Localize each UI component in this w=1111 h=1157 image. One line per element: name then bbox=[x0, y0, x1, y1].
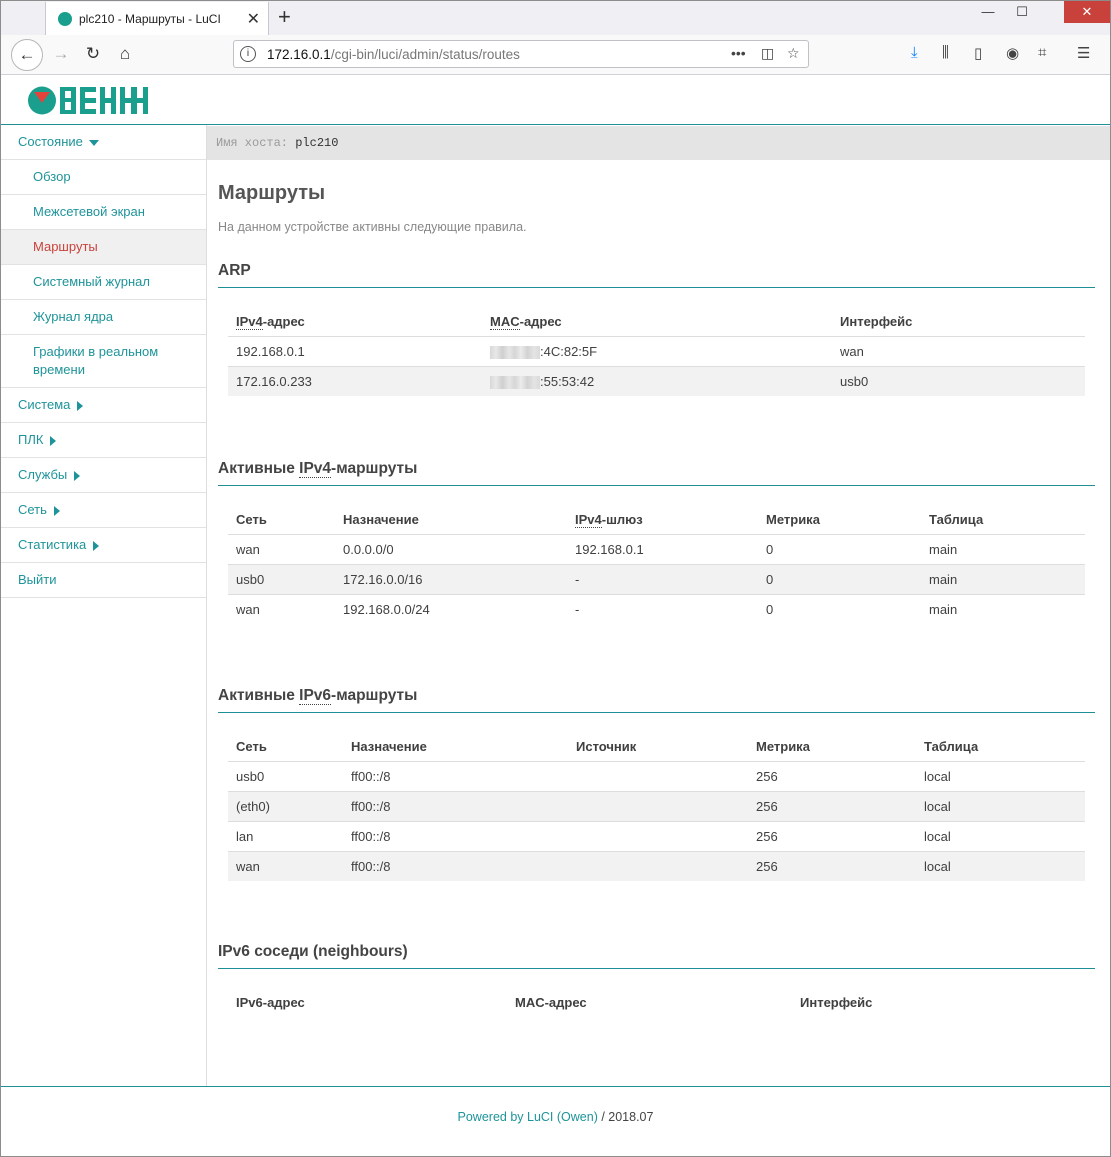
table-cell: 0.0.0.0/0 bbox=[335, 535, 567, 565]
close-icon[interactable]: ✕ bbox=[246, 11, 260, 28]
sidebar-item-plc[interactable] bbox=[1, 423, 206, 458]
url-path: /cgi-bin/luci/admin/status/routes bbox=[330, 47, 520, 62]
title-part: -маршруты bbox=[331, 460, 418, 477]
favicon-icon bbox=[58, 12, 72, 26]
page-title: Маршруты bbox=[218, 182, 326, 204]
pocket-icon[interactable]: ◫ bbox=[761, 45, 775, 61]
table-cell bbox=[568, 822, 748, 852]
footer-version: / 2018.07 bbox=[597, 1110, 654, 1124]
hostname-label-text: Имя хоста: bbox=[216, 136, 289, 150]
back-button[interactable]: ← bbox=[11, 39, 43, 71]
luci-link[interactable]: Powered by LuCI (Owen) bbox=[457, 1110, 598, 1124]
column-header: MAC-адрес bbox=[482, 306, 832, 337]
table-cell: ff00::/8 bbox=[343, 822, 568, 852]
url-host: 172.16.0.1 bbox=[267, 47, 331, 62]
tab-title: plc210 - Маршруты - LuCI bbox=[79, 12, 221, 26]
sidebar-icon[interactable]: ▯ bbox=[974, 45, 983, 62]
arp-section-title: ARP bbox=[218, 262, 1095, 288]
table-cell: usb0 bbox=[228, 565, 335, 595]
sidebar-item-label: Состояние bbox=[18, 134, 83, 149]
column-header: Интерфейс bbox=[832, 306, 1085, 337]
downloads-icon[interactable]: ⤓ bbox=[911, 44, 918, 61]
bookmark-star-icon[interactable]: ☆ bbox=[787, 45, 800, 61]
table-cell: - bbox=[575, 602, 580, 617]
table-cell: 192.168.0.1 bbox=[567, 535, 758, 565]
sidebar-item-services[interactable] bbox=[1, 458, 206, 493]
sidebar-item-statistics[interactable] bbox=[1, 528, 206, 563]
table-header-row bbox=[228, 731, 1085, 762]
sidebar-item-realtime-graphs[interactable] bbox=[1, 335, 206, 388]
sidebar-item-routes[interactable] bbox=[1, 230, 206, 265]
oven-logo[interactable] bbox=[28, 86, 150, 115]
sidebar-item-label: ПЛК bbox=[18, 432, 44, 447]
table-cell: lan bbox=[228, 822, 343, 852]
table-cell: 192.168.0.1 bbox=[228, 337, 482, 367]
table-header-row bbox=[228, 306, 1085, 337]
sidebar-item-label: Система bbox=[18, 397, 71, 412]
column-header: Назначение bbox=[343, 731, 568, 762]
library-icon[interactable]: ⫼ bbox=[942, 44, 949, 61]
table-cell: 0 bbox=[758, 565, 921, 595]
table-header-row bbox=[228, 987, 1085, 1017]
table-cell: 0 bbox=[758, 535, 921, 565]
table-cell: (eth0) bbox=[228, 792, 343, 822]
sidebar-item-label: Службы bbox=[18, 467, 68, 482]
hostname-label bbox=[216, 136, 338, 150]
column-header: IPv6-адрес bbox=[236, 994, 305, 1010]
column-header: Интерфейс bbox=[800, 994, 873, 1010]
page-actions-icon[interactable]: ••• bbox=[731, 45, 746, 61]
caret-right-icon bbox=[77, 401, 83, 411]
table-cell: 256 bbox=[748, 792, 916, 822]
table-cell: 172.16.0.233 bbox=[228, 367, 482, 397]
sidebar-item-label: Графики в реальном времени bbox=[33, 344, 159, 377]
table-header-row bbox=[228, 504, 1085, 535]
browser-tab[interactable] bbox=[45, 2, 269, 35]
minimize-icon[interactable]: — bbox=[981, 4, 995, 19]
caret-right-icon bbox=[93, 541, 99, 551]
sidebar-item-network[interactable] bbox=[1, 493, 206, 528]
forward-button[interactable]: → bbox=[52, 44, 70, 63]
table-cell bbox=[482, 337, 832, 367]
ipv6-routes-section-title bbox=[218, 687, 1095, 713]
table-cell: main bbox=[921, 535, 1085, 565]
mac-suffix: :55:53:42 bbox=[540, 373, 595, 389]
mac-suffix: :4C:82:5F bbox=[540, 343, 598, 359]
home-button[interactable]: ⌂ bbox=[119, 44, 131, 63]
window-close-icon[interactable]: ✕ bbox=[1064, 1, 1110, 23]
column-header: Сеть bbox=[228, 731, 343, 762]
sidebar-item-overview[interactable] bbox=[1, 160, 206, 195]
sidebar-item-label: Маршруты bbox=[33, 239, 98, 254]
page-footer bbox=[1, 1086, 1110, 1157]
ipv6-neighbours-table bbox=[228, 987, 1085, 1017]
sidebar-item-kernel-log[interactable] bbox=[1, 300, 206, 335]
table-cell: local bbox=[916, 822, 1085, 852]
table-row bbox=[228, 852, 1085, 882]
caret-down-icon bbox=[89, 140, 99, 146]
column-header: Сеть bbox=[228, 504, 335, 535]
column-header: Источник bbox=[568, 731, 748, 762]
reload-button[interactable]: ↻ bbox=[85, 44, 101, 63]
page-header bbox=[1, 75, 1110, 125]
caret-right-icon bbox=[50, 436, 56, 446]
title-abbr: IPv6 bbox=[299, 687, 332, 704]
table-cell: wan bbox=[228, 535, 335, 565]
redacted-mac bbox=[490, 376, 540, 389]
title-part: Активные bbox=[218, 460, 300, 477]
table-cell: local bbox=[916, 762, 1085, 792]
sidebar-item-syslog[interactable] bbox=[1, 265, 206, 300]
table-cell: 256 bbox=[748, 762, 916, 792]
site-info-icon[interactable]: i bbox=[240, 46, 256, 62]
sidebar-menu bbox=[1, 125, 207, 1087]
table-cell bbox=[568, 762, 748, 792]
column-header: IPv4-шлюз bbox=[567, 504, 758, 535]
sidebar-item-label: Межсетевой экран bbox=[33, 204, 145, 219]
table-cell: - bbox=[567, 565, 758, 595]
table-cell: wan bbox=[236, 602, 260, 617]
hostname-value: plc210 bbox=[295, 136, 339, 150]
table-cell: 256 bbox=[748, 852, 916, 882]
table-cell: main bbox=[921, 565, 1085, 595]
page-description: На данном устройстве активны следующие правила. bbox=[218, 220, 527, 234]
table-row bbox=[228, 565, 1085, 595]
table-cell bbox=[482, 367, 832, 397]
table-cell: ff00::/8 bbox=[343, 762, 568, 792]
ipv6-neighbours-section-title: IPv6 соседи (neighbours) bbox=[218, 943, 1095, 969]
table-cell: wan bbox=[832, 337, 1085, 367]
column-header: Таблица bbox=[921, 504, 1085, 535]
table-row bbox=[228, 792, 1085, 822]
column-header: MAC-адрес bbox=[515, 994, 587, 1010]
sidebar-item-system[interactable] bbox=[1, 388, 206, 423]
table-row bbox=[228, 595, 1085, 625]
sidebar-item-firewall[interactable] bbox=[1, 195, 206, 230]
sidebar-item-label: Сеть bbox=[18, 502, 47, 517]
ipv4-abbr: IPv4 bbox=[575, 511, 602, 527]
table-cell: ff00::/8 bbox=[343, 852, 568, 882]
sidebar-item-label: Статистика bbox=[18, 537, 87, 552]
account-icon[interactable]: ◉ bbox=[1006, 45, 1020, 62]
table-cell: usb0 bbox=[832, 367, 1085, 397]
address-bar[interactable] bbox=[233, 40, 809, 68]
title-part: Активные bbox=[218, 687, 300, 704]
screenshot-icon[interactable]: ⌗ bbox=[1038, 44, 1047, 61]
table-cell: ff00::/8 bbox=[343, 792, 568, 822]
navigation-toolbar bbox=[1, 35, 1110, 75]
url-text[interactable] bbox=[267, 47, 520, 62]
column-header: Метрика bbox=[748, 731, 916, 762]
page-content bbox=[1, 75, 1110, 1156]
ipv4-routes-section-title bbox=[218, 460, 1095, 486]
table-cell: local bbox=[916, 852, 1085, 882]
menu-icon[interactable]: ☰ bbox=[1077, 45, 1091, 62]
tab-strip bbox=[1, 1, 1110, 35]
table-cell: usb0 bbox=[228, 762, 343, 792]
ipv6-routes-table bbox=[228, 731, 1085, 881]
caret-right-icon bbox=[74, 471, 80, 481]
hostname-bar bbox=[207, 126, 1110, 160]
table-cell bbox=[568, 852, 748, 882]
caret-right-icon bbox=[54, 506, 60, 516]
column-header: Таблица bbox=[916, 731, 1085, 762]
table-cell: main bbox=[929, 602, 958, 617]
column-header: IPv4-адрес bbox=[228, 306, 482, 337]
redacted-mac bbox=[490, 346, 540, 359]
table-cell: 256 bbox=[748, 822, 916, 852]
sidebar-item-label: Выйти bbox=[18, 572, 57, 587]
arp-table bbox=[228, 306, 1085, 396]
column-header: Назначение bbox=[335, 504, 567, 535]
column-header: Метрика bbox=[758, 504, 921, 535]
new-tab-button[interactable]: + bbox=[278, 4, 291, 29]
table-cell: local bbox=[916, 792, 1085, 822]
table-cell: 172.16.0.0/16 bbox=[335, 565, 567, 595]
title-abbr: IPv4 bbox=[299, 460, 332, 477]
table-cell: 192.168.0.0/24 bbox=[343, 602, 430, 617]
table-cell: wan bbox=[228, 852, 343, 882]
table-row bbox=[228, 535, 1085, 565]
table-row bbox=[228, 822, 1085, 852]
sidebar-item-label: Системный журнал bbox=[33, 274, 150, 289]
table-cell bbox=[568, 792, 748, 822]
ipv4-abbr: IPv4 bbox=[236, 313, 263, 329]
sidebar-item-status[interactable] bbox=[1, 125, 206, 160]
table-row bbox=[228, 367, 1085, 397]
mac-abbr: MAC bbox=[490, 313, 520, 329]
sidebar-item-label: Обзор bbox=[33, 169, 71, 184]
sidebar-item-label: Журнал ядра bbox=[33, 309, 114, 324]
sidebar-item-logout[interactable] bbox=[1, 563, 206, 598]
ipv4-routes-table bbox=[228, 504, 1085, 624]
title-part: -маршруты bbox=[331, 687, 418, 704]
table-cell: 0 bbox=[766, 602, 774, 617]
table-row bbox=[228, 762, 1085, 792]
maximize-icon[interactable]: ☐ bbox=[1016, 4, 1028, 19]
table-row bbox=[228, 337, 1085, 367]
